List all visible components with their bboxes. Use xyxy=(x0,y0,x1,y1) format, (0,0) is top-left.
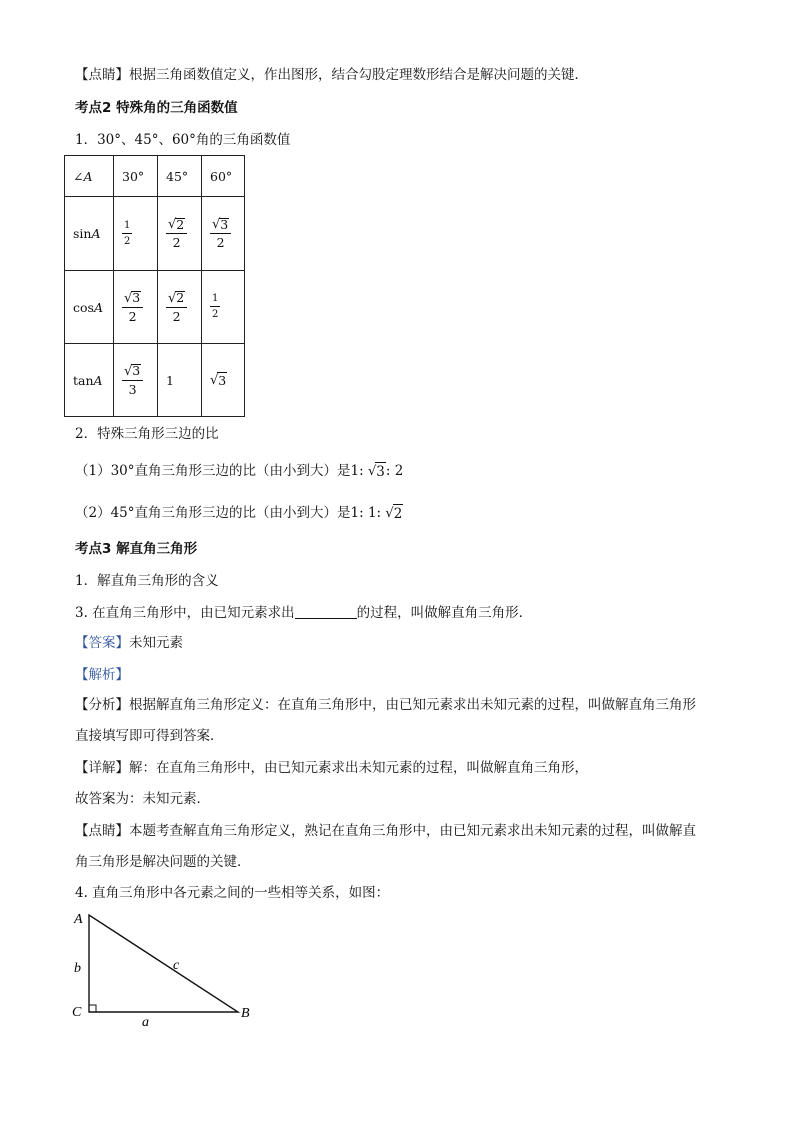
cell-cos30: √ 3 2 xyxy=(114,271,158,344)
header-angle: ∠A xyxy=(65,156,114,197)
cell-cos60: $\frac{1}{2}$ xyxy=(202,271,245,344)
cell-sin30: $\frac{1}{2}$ xyxy=(114,197,158,271)
answer-line xyxy=(75,634,183,652)
side-b: b xyxy=(74,961,81,976)
table-row-cos xyxy=(65,271,245,344)
fenxi-line1: 【分析】根据解直角三角形定义：在直角三角形中，由已知元素求出未知元素的过程，叫做解直角三角形 xyxy=(75,697,696,713)
dianjing-line2: 角三角形是解决问题的关键． xyxy=(75,854,251,870)
cell-tan30: √ 3 3 xyxy=(114,344,158,417)
header-45: 45° xyxy=(158,156,202,197)
fenxi-line2: 直接填写即可得到答案． xyxy=(75,728,224,744)
cell-sin45: √ 2 2 xyxy=(158,197,202,271)
analysis-tag: 【解析】 xyxy=(75,667,129,683)
row-label-sin: sinA xyxy=(65,197,114,271)
table-row-tan xyxy=(65,344,245,417)
answer-blank xyxy=(295,604,357,619)
right-angle-marker xyxy=(89,1005,96,1012)
header-60: 60° xyxy=(202,156,245,197)
item1-heading: 1．30°、45°、60°角的三角函数值 xyxy=(75,132,291,148)
item2-2: （2）45°直角三角形三边的比（由小到大）是1: 1: √ 2 xyxy=(75,505,403,522)
s3-item1: 1．解直角三角形的含义 xyxy=(75,573,219,589)
cell-tan60: √ 3 xyxy=(202,344,245,417)
question-3: 3. 在直角三角形中，由已知元素求出 的过程，叫做解直角三角形． xyxy=(75,605,533,621)
table-header-row xyxy=(65,156,245,197)
row-label-cos: cosA xyxy=(65,271,114,344)
trig-value-table xyxy=(64,155,245,417)
cell-sin60: √ 3 2 xyxy=(202,197,245,271)
table-row-sin xyxy=(65,197,245,271)
question-4: 4. 直角三角形中各元素之间的一些相等关系，如图： xyxy=(75,885,390,901)
header-30: 30° xyxy=(114,156,158,197)
row-label-tan: tanA xyxy=(65,344,114,417)
cell-tan45: 1 xyxy=(158,344,202,417)
answer-tag: 【答案】 xyxy=(75,635,129,651)
intro-note: 【点睛】根据三角函数值定义，作出图形，结合勾股定理数形结合是解决问题的关键． xyxy=(75,67,588,83)
side-a: a xyxy=(142,1015,149,1030)
item2-1: （1）30°直角三角形三边的比（由小到大）是1: √ 3 : 2 xyxy=(75,463,404,480)
side-c: c xyxy=(173,958,180,973)
xiangjie-line1: 【详解】解：在直角三角形中，由已知元素求出未知元素的过程，叫做解直角三角形， xyxy=(75,760,588,776)
section3-title: 考点3 解直角三角形 xyxy=(75,541,198,557)
section2-title: 考点2 特殊角的三角函数值 xyxy=(75,100,238,116)
answer-text: 未知元素 xyxy=(129,635,183,651)
item2-heading: 2．特殊三角形三边的比 xyxy=(75,426,219,442)
right-triangle-figure xyxy=(60,905,270,1030)
triangle-outline xyxy=(89,915,238,1012)
vertex-A: A xyxy=(74,912,83,927)
vertex-C: C xyxy=(72,1005,82,1020)
cell-cos45: √ 2 2 xyxy=(158,271,202,344)
dianjing-line1: 【点睛】本题考查解直角三角形定义，熟记在直角三角形中，由已知元素求出未知元素的过程，叫做解直 xyxy=(75,823,696,839)
vertex-B: B xyxy=(241,1006,250,1021)
xiangjie-line2: 故答案为：未知元素． xyxy=(75,791,210,807)
